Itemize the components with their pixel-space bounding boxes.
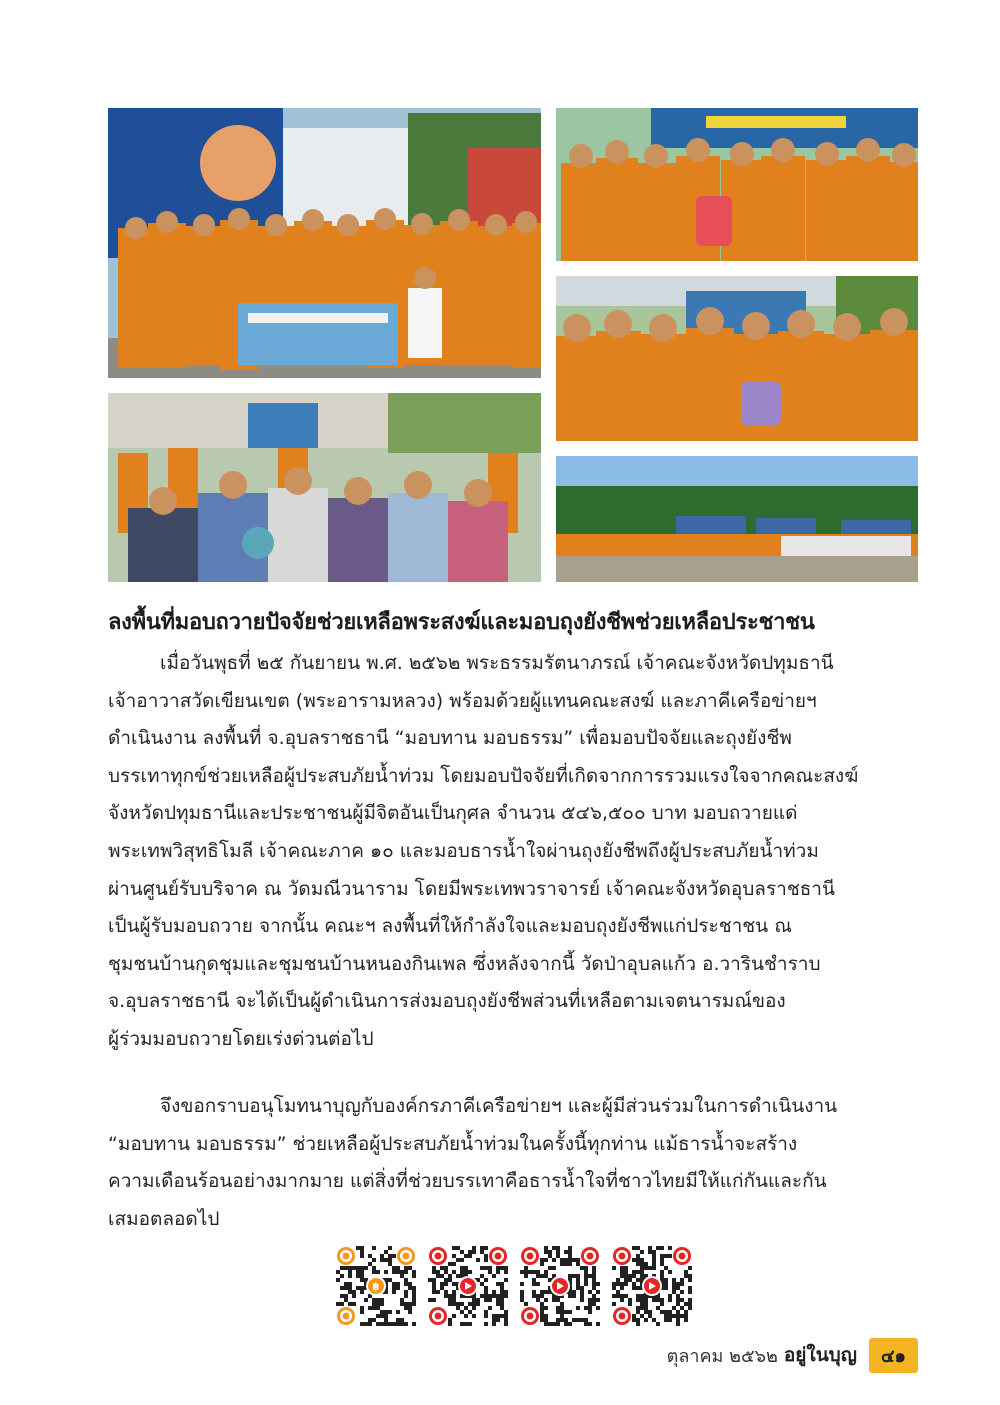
text-line: เสมอตลอดไป [108, 1207, 220, 1230]
issue-month: ตุลาคม ๒๕๖๒ [666, 1345, 778, 1367]
text-line: จึงขอกราบอนุโมทนาบุญกับองค์กรภาคีเครือข่ายฯ และผู้มีส่วนร่วมในการดำเนินงาน [160, 1095, 838, 1117]
text-line: บรรเทาทุกข์ช่วยเหลือผู้ประสบภัยน้ำท่วม โดยมอบปัจจัยที่เกิดจากการรวมแรงใจจากคณะสงฆ์ [108, 764, 859, 787]
text-line: ชุมชนบ้านกุดชุมและชุมชนบ้านหนองกินเพล ซึ่งหลังจากนี้ วัดป่าอุบลแก้ว อ.วารินชำราบ [108, 952, 821, 975]
youtube-icon [642, 1276, 662, 1296]
text-line: ดำเนินงาน ลงพื้นที่ จ.อุบลราชธานี “มอบทาน มอบธรรม” เพื่อมอบปัจจัยและถุงยังชีพ [108, 727, 792, 750]
page-footer [667, 1340, 918, 1370]
qr-code-2[interactable] [428, 1246, 508, 1326]
text-line: เป็นผู้รับมอบถวาย จากนั้น คณะฯ ลงพื้นที่ให้กำลังใจและมอบถุงยังชีพแก่ประชาชน ณ [108, 915, 792, 938]
photo-villagers-receiving-aid [108, 393, 541, 582]
svg-text:฿: ฿ [372, 1282, 380, 1293]
article-paragraph-1 [108, 645, 920, 1059]
qr-code-1[interactable] [336, 1246, 416, 1326]
text-line: “มอบทาน มอบธรรม” ช่วยเหลือผู้ประสบภัยน้ำท่วมในครั้งนี้ทุกท่าน แม้ธารน้ำจะสร้าง [108, 1132, 798, 1155]
text-line: ความเดือนร้อนอย่างมากมาย แต่สิ่งที่ช่วยบรรเทาคือธารน้ำใจที่ชาวไทยมีให้แก่กันและกัน [108, 1170, 827, 1193]
youtube-icon [550, 1276, 570, 1296]
photo-monks-handing-bag [556, 276, 918, 441]
magazine-name: อยู่ในบุญ [783, 1344, 857, 1366]
article-paragraph-2 [108, 1088, 920, 1238]
qr-code-4[interactable] [612, 1246, 692, 1326]
text-line: ผ่านศูนย์รับบริจาค ณ วัดมณีวนาราม โดยมีพระเทพวราจารย์ เจ้าคณะจังหวัดอุบลราชธานี [108, 877, 835, 900]
article-headline: ลงพื้นที่มอบถวายปัจจัยช่วยเหลือพระสงฆ์และมอบถุงยังชีพช่วยเหลือประชาชน [108, 610, 815, 635]
text-line: เมื่อวันพุธที่ ๒๕ กันยายน พ.ศ. ๒๕๖๒ พระธรรมรัตนาภรณ์ เจ้าคณะจังหวัดปทุมธานี [160, 652, 834, 674]
qr-code-3[interactable] [520, 1246, 600, 1326]
photo-monks-handing-package [556, 108, 918, 261]
page-number-badge: ๔๑ [869, 1338, 918, 1373]
bitcoin-icon [366, 1276, 386, 1296]
youtube-icon [458, 1276, 478, 1296]
text-line: พระเทพวิสุทธิโมลี เจ้าคณะภาค ๑๐ และมอบธารน้ำใจผ่านถุงยังชีพถึงผู้ประสบภัยน้ำท่วม [108, 839, 819, 862]
text-line: ผู้ร่วมมอบถวายโดยเร่งด่วนต่อไป [108, 1027, 374, 1050]
text-line: เจ้าอาวาสวัดเขียนเขต (พระอารามหลวง) พร้อมด้วยผู้แทนคณะสงฆ์ และภาคีเครือข่ายฯ [108, 689, 817, 712]
photo-wide-ceremony [556, 456, 918, 582]
text-line: จ.อุบลราชธานี จะได้เป็นผู้ดำเนินการส่งมอบถุงยังชีพส่วนที่เหลือตามเจตนารมณ์ของ [108, 990, 786, 1013]
photo-monks-group [108, 108, 541, 378]
text-line: จังหวัดปทุมธานีและประชาชนผู้มีจิตอันเป็นกุศล จำนวน ๕๔๖,๕๐๐ บาท มอบถวายแด่ [108, 802, 798, 825]
